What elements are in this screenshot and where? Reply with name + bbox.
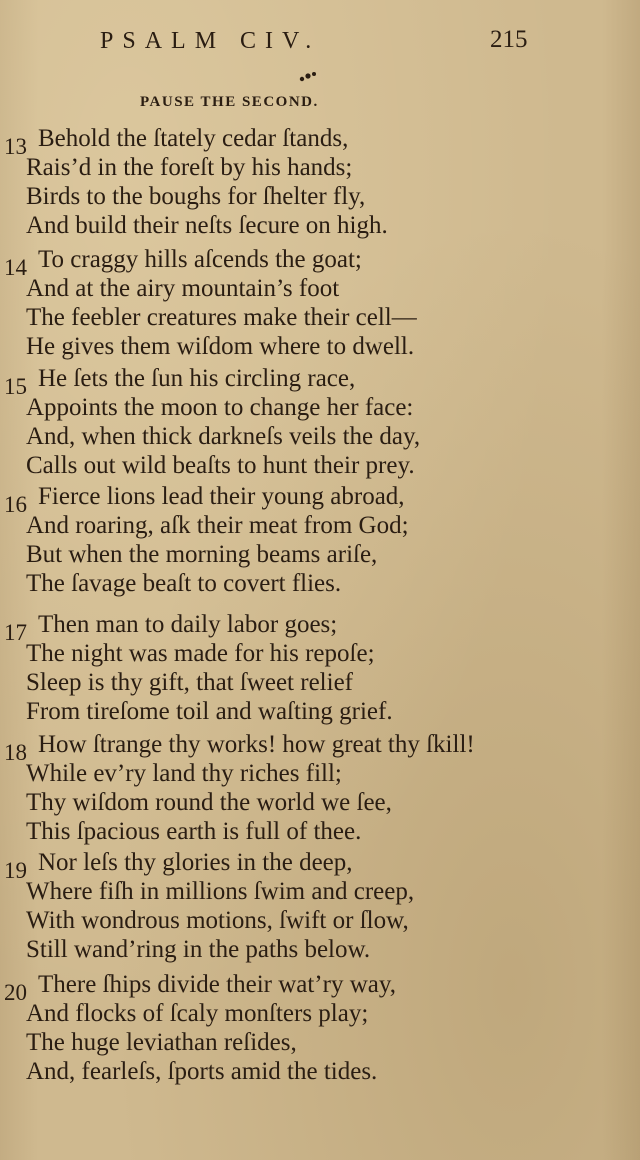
stanza-17 [0, 610, 640, 726]
running-title: PSALM CIV. [100, 28, 321, 54]
verse-number: 13 [4, 134, 27, 159]
verse-line: And, when thick darkneſs veils the day, [26, 423, 421, 450]
verse-line: To craggy hills aſcends the goat; [38, 246, 362, 273]
verse-line: Fierce lions lead their young abroad, [38, 483, 405, 510]
stanza-20 [0, 970, 640, 1086]
verse-number: 20 [4, 980, 27, 1005]
verse-line: The huge leviathan reſides, [26, 1029, 297, 1056]
verse-line: From tireſome toil and waſting grief. [26, 698, 393, 725]
section-title: PAUSE THE SECOND. [140, 94, 319, 110]
verse-line: Then man to daily labor goes; [38, 611, 338, 638]
verse-line: Calls out wild beaſts to hunt their prey. [26, 452, 415, 479]
verse-line: Birds to the boughs for ſhelter fly, [26, 183, 366, 210]
printer-ornament-icon [296, 70, 320, 84]
stanza-19 [0, 848, 640, 964]
verse-number: 16 [4, 492, 27, 517]
verse-line: Thy wiſdom round the world we ſee, [26, 789, 392, 816]
verse-number: 19 [4, 858, 27, 883]
verse-line: And build their neſts ſecure on high. [26, 212, 388, 239]
stanza-15 [0, 364, 640, 480]
verse-line: The night was made for his repoſe; [26, 640, 375, 667]
verse-number: 18 [4, 740, 27, 765]
verse-number: 15 [4, 374, 27, 399]
verse-line: Rais’d in the foreſt by his hands; [26, 154, 353, 181]
verse-line: This ſpacious earth is full of thee. [26, 818, 362, 845]
verse-line: The feebler creatures make their cell— [26, 304, 417, 331]
verse-line: He gives them wiſdom where to dwell. [26, 333, 415, 360]
verse-line: Sleep is thy gift, that ſweet relief [26, 669, 353, 696]
verse-line: And roaring, aſk their meat from God; [26, 512, 409, 539]
verse-line: He ſets the ſun his circling race, [38, 365, 356, 392]
verse-line: Still wand’ring in the paths below. [26, 936, 371, 963]
stanza-18 [0, 730, 640, 846]
verse-line: Behold the ſtately cedar ſtands, [38, 125, 349, 152]
stanza-13 [0, 124, 640, 240]
verse-line: The ſavage beaſt to covert flies. [26, 570, 342, 597]
verse-number: 17 [4, 620, 27, 645]
verse-line: How ſtrange thy works! how great thy ſkill! [38, 731, 475, 758]
verse-line: Nor leſs thy glories in the deep, [38, 849, 353, 876]
verse-line: And flocks of ſcaly monſters play; [26, 1000, 369, 1027]
page-number: 215 [490, 26, 528, 53]
verse-line: And at the airy mountain’s foot [26, 275, 340, 302]
verse-line: And, fearleſs, ſports amid the tides. [26, 1058, 378, 1085]
verse-line: There ſhips divide their wat’ry way, [38, 971, 396, 998]
verse-line: Appoints the moon to change her face: [26, 394, 414, 421]
verse-number: 14 [4, 255, 27, 280]
verse-line: While ev’ry land thy riches fill; [26, 760, 342, 787]
verse-line: Where fiſh in millions ſwim and creep, [26, 878, 415, 905]
verse-line: But when the morning beams ariſe, [26, 541, 378, 568]
verse-line: With wondrous motions, ſwift or ſlow, [26, 907, 409, 934]
stanza-16 [0, 482, 640, 598]
stanza-14 [0, 245, 640, 361]
